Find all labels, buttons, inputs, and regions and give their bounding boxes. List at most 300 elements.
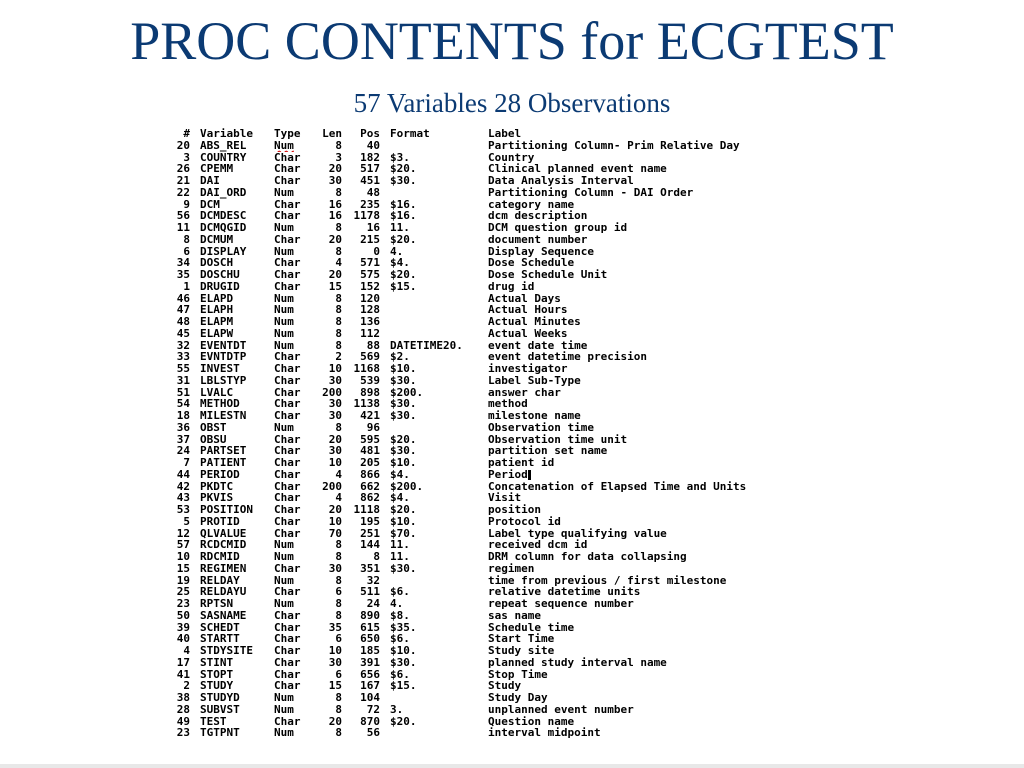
row-num: 22 xyxy=(176,186,190,199)
row-pos: 451 xyxy=(360,175,380,187)
row-pos: 215 xyxy=(360,233,380,246)
row-num: 21 xyxy=(176,175,190,187)
row-num: 55 xyxy=(176,363,190,375)
table-row xyxy=(170,716,870,728)
row-label: event date time xyxy=(488,339,588,352)
row-num: 36 xyxy=(176,421,190,434)
row-len: 15 xyxy=(328,680,342,692)
row-label: Study site xyxy=(488,645,555,657)
row-label: DCM question group id xyxy=(488,222,628,234)
row-pos: 167 xyxy=(360,680,380,692)
table-row xyxy=(170,528,870,540)
row-format: $20. xyxy=(390,715,417,728)
row-num: 49 xyxy=(176,715,190,728)
row-format: $8. xyxy=(390,609,410,622)
row-variable: DISPLAY xyxy=(200,245,247,258)
row-num: 48 xyxy=(176,316,190,328)
row-type: Num xyxy=(274,339,294,352)
row-type: Num xyxy=(274,727,294,739)
row-format: 3. xyxy=(390,703,404,716)
row-format: $20. xyxy=(390,233,417,246)
row-variable: RELDAY xyxy=(200,574,240,587)
row-label: Study xyxy=(488,680,522,692)
row-variable: STARTT xyxy=(200,633,240,645)
table-row xyxy=(170,328,870,340)
row-label: Study Day xyxy=(488,692,548,704)
table-row xyxy=(170,727,870,739)
row-len: 30 xyxy=(328,410,342,422)
row-format: $6. xyxy=(390,633,410,645)
row-label: milestone name xyxy=(488,410,581,422)
row-variable: RCDCMID xyxy=(200,539,247,551)
row-pos: 144 xyxy=(360,539,380,551)
row-len: 8 xyxy=(335,727,342,739)
row-pos: 8 xyxy=(373,551,380,563)
table-row xyxy=(170,481,870,493)
row-len: 30 xyxy=(328,398,342,410)
row-type: Char xyxy=(274,633,301,645)
row-num: 5 xyxy=(183,515,190,528)
row-format: 4. xyxy=(390,598,404,610)
row-len: 8 xyxy=(335,304,342,316)
table-row xyxy=(170,704,870,716)
row-len: 4 xyxy=(335,257,342,269)
row-pos: 32 xyxy=(366,574,380,587)
row-num: 50 xyxy=(176,609,190,622)
row-variable: ELAPD xyxy=(200,292,234,305)
row-num: 31 xyxy=(176,374,190,387)
row-label: answer char xyxy=(488,386,561,399)
row-variable: REGIMEN xyxy=(200,562,247,575)
row-variable: OBSU xyxy=(200,433,227,446)
row-label: Label Sub-Type xyxy=(488,374,581,387)
table-row xyxy=(170,575,870,587)
row-pos: 650 xyxy=(360,633,380,645)
row-label: patient id xyxy=(488,457,555,469)
header-format: Format xyxy=(390,128,430,140)
header-type: Type xyxy=(274,128,301,140)
row-type: Char xyxy=(274,175,301,187)
row-num: 56 xyxy=(176,210,190,222)
row-type: Num xyxy=(274,316,294,328)
table-row xyxy=(170,692,870,704)
row-variable: PKVIS xyxy=(200,492,234,504)
row-type: Num xyxy=(274,292,294,305)
row-num: 39 xyxy=(176,621,190,634)
table-row xyxy=(170,152,870,164)
row-num: 42 xyxy=(176,480,190,493)
row-len: 8 xyxy=(335,609,342,622)
row-label: Country xyxy=(488,151,535,164)
row-pos: 539 xyxy=(360,374,380,387)
row-variable: PKDTC xyxy=(200,480,234,493)
row-label: Question name xyxy=(488,715,575,728)
row-format: $30. xyxy=(390,374,417,387)
row-len: 8 xyxy=(335,598,342,610)
table-row xyxy=(170,175,870,187)
row-pos: 56 xyxy=(366,727,380,739)
row-type: Char xyxy=(274,527,301,540)
row-type: Num xyxy=(274,327,294,340)
row-pos: 571 xyxy=(360,257,380,269)
row-variable: LBLSTYP xyxy=(200,374,247,387)
row-format: $30. xyxy=(390,410,417,422)
row-pos: 870 xyxy=(360,715,380,728)
row-label: Start Time xyxy=(488,633,555,645)
row-len: 30 xyxy=(328,175,342,187)
row-label: DRM column for data collapsing xyxy=(488,551,687,563)
row-variable: TGTPNT xyxy=(200,727,240,739)
row-label: Observation time unit xyxy=(488,433,628,446)
row-len: 8 xyxy=(335,339,342,352)
table-row xyxy=(170,586,870,598)
row-len: 20 xyxy=(328,233,342,246)
table-row xyxy=(170,375,870,387)
row-format: $30. xyxy=(390,175,417,187)
row-format: $16. xyxy=(390,210,417,222)
table-row xyxy=(170,457,870,469)
row-format: $20. xyxy=(390,504,417,516)
row-format: $30. xyxy=(390,656,417,669)
row-variable: DOSCHU xyxy=(200,269,240,281)
row-label: regimen xyxy=(488,562,535,575)
table-row xyxy=(170,363,870,375)
row-format: $4. xyxy=(390,257,410,269)
row-format: $30. xyxy=(390,398,417,410)
table-row xyxy=(170,410,870,422)
row-type: Char xyxy=(274,433,301,446)
row-len: 30 xyxy=(328,374,342,387)
row-len: 8 xyxy=(335,327,342,340)
row-pos: 0 xyxy=(373,245,380,258)
row-label: Observation time xyxy=(488,421,594,434)
row-type: Char xyxy=(274,504,301,516)
row-pos: 72 xyxy=(366,703,380,716)
row-len: 8 xyxy=(335,574,342,587)
row-label: drug id xyxy=(488,280,535,293)
row-variable: DCMQGID xyxy=(200,222,247,234)
row-variable: DOSCH xyxy=(200,257,234,269)
row-label: position xyxy=(488,504,541,516)
row-pos: 48 xyxy=(366,186,380,199)
row-pos: 511 xyxy=(360,586,380,598)
row-format: $10. xyxy=(390,645,417,657)
header-label: Label xyxy=(488,128,522,140)
row-variable: OBST xyxy=(200,421,227,434)
row-pos: 16 xyxy=(366,222,380,234)
row-type: Num xyxy=(274,551,294,563)
row-num: 45 xyxy=(176,327,190,340)
row-variable: SASNAME xyxy=(200,609,247,622)
row-num: 32 xyxy=(176,339,190,352)
row-format: $20. xyxy=(390,269,417,281)
row-len: 6 xyxy=(335,668,342,681)
row-num: 25 xyxy=(176,586,190,598)
row-pos: 595 xyxy=(360,433,380,446)
row-variable: STUDYD xyxy=(200,692,240,704)
table-row xyxy=(170,281,870,293)
row-variable: DRUGID xyxy=(200,280,240,293)
row-variable: STINT xyxy=(200,656,234,669)
row-format: $4. xyxy=(390,492,410,504)
row-len: 10 xyxy=(328,457,342,469)
row-pos: 235 xyxy=(360,198,380,211)
row-pos: 112 xyxy=(360,327,380,340)
row-format: $200. xyxy=(390,480,424,493)
row-label: repeat sequence number xyxy=(488,598,634,610)
row-variable: METHOD xyxy=(200,398,240,410)
row-len: 8 xyxy=(335,292,342,305)
row-format: $10. xyxy=(390,515,417,528)
row-len: 8 xyxy=(335,692,342,704)
row-label: Partitioning Column- Prim Relative Day xyxy=(488,139,740,152)
row-type: Char xyxy=(274,715,301,728)
row-num: 23 xyxy=(176,727,190,739)
row-variable: ABS_REL xyxy=(200,139,247,152)
row-type: Num xyxy=(274,222,294,234)
row-num: 51 xyxy=(176,386,190,399)
header-len: Len xyxy=(322,128,342,140)
row-len: 200 xyxy=(322,480,342,493)
row-len: 8 xyxy=(335,139,342,152)
row-label: Protocol id xyxy=(488,515,561,528)
row-format: $10. xyxy=(390,363,417,375)
row-pos: 1118 xyxy=(353,504,380,516)
row-num: 20 xyxy=(176,139,190,152)
row-type: Char xyxy=(274,668,301,681)
row-num: 17 xyxy=(176,656,190,669)
row-len: 20 xyxy=(328,433,342,446)
table-row xyxy=(170,434,870,446)
row-type: Char xyxy=(274,562,301,575)
row-num: 12 xyxy=(176,527,190,540)
row-variable: CPEMM xyxy=(200,163,234,175)
row-format: $10. xyxy=(390,457,417,469)
row-num: 9 xyxy=(183,198,190,211)
row-len: 70 xyxy=(328,527,342,540)
row-len: 20 xyxy=(328,715,342,728)
row-pos: 1178 xyxy=(353,210,380,222)
header-pos: Pos xyxy=(360,128,380,140)
row-pos: 890 xyxy=(360,609,380,622)
row-format: $15. xyxy=(390,680,417,692)
table-row xyxy=(170,222,870,234)
row-num: 41 xyxy=(176,668,190,681)
row-len: 8 xyxy=(335,539,342,551)
slide-subtitle: 57 Variables 28 Observations xyxy=(353,88,671,118)
row-num: 8 xyxy=(183,233,190,246)
row-num: 53 xyxy=(176,504,190,516)
row-variable: SUBVST xyxy=(200,703,240,716)
row-variable: PERIOD xyxy=(200,468,240,481)
row-type: Char xyxy=(274,210,301,222)
row-type: Char xyxy=(274,445,301,457)
row-num: 38 xyxy=(176,692,190,704)
row-variable: PARTSET xyxy=(200,445,247,457)
table-row xyxy=(170,633,870,645)
row-variable: STUDY xyxy=(200,680,234,692)
row-format: $70. xyxy=(390,527,417,540)
row-format: $30. xyxy=(390,445,417,457)
row-format: $30. xyxy=(390,562,417,575)
row-label: partition set name xyxy=(488,445,608,457)
table-row xyxy=(170,234,870,246)
table-row xyxy=(170,398,870,410)
table-row xyxy=(170,316,870,328)
row-type: Char xyxy=(274,609,301,622)
row-type: Num xyxy=(274,574,294,587)
row-label: document number xyxy=(488,233,588,246)
row-len: 10 xyxy=(328,515,342,528)
table-row xyxy=(170,598,870,610)
row-label: Actual Minutes xyxy=(488,316,581,328)
row-pos: 104 xyxy=(360,692,380,704)
row-label: time from previous / first milestone xyxy=(488,574,727,587)
row-pos: 128 xyxy=(360,304,380,316)
row-type: Num xyxy=(274,304,294,316)
row-pos: 182 xyxy=(360,151,380,164)
table-row xyxy=(170,680,870,692)
table-row xyxy=(170,140,870,152)
row-variable: QLVALUE xyxy=(200,527,247,540)
row-variable: INVEST xyxy=(200,363,240,375)
row-type: Num xyxy=(274,539,294,551)
row-pos: 866 xyxy=(360,468,380,481)
row-variable: RPTSN xyxy=(200,598,234,610)
row-len: 10 xyxy=(328,363,342,375)
row-num: 44 xyxy=(176,468,190,481)
row-len: 4 xyxy=(335,492,342,504)
row-pos: 251 xyxy=(360,527,380,540)
row-type: Char xyxy=(274,457,301,469)
header-variable: Variable xyxy=(200,128,253,140)
row-num: 2 xyxy=(183,680,190,692)
row-type: Char xyxy=(274,198,301,211)
row-variable: STOPT xyxy=(200,668,234,681)
row-pos: 656 xyxy=(360,668,380,681)
row-label: Concatenation of Elapsed Time and Units xyxy=(488,480,747,493)
table-row xyxy=(170,351,870,363)
row-num: 43 xyxy=(176,492,190,504)
row-type: Char xyxy=(274,656,301,669)
row-label: relative datetime units xyxy=(488,586,641,598)
row-num: 37 xyxy=(176,433,190,446)
row-num: 7 xyxy=(183,457,190,469)
row-label: dcm description xyxy=(488,210,588,222)
row-variable: SCHEDT xyxy=(200,621,240,634)
table-row xyxy=(170,246,870,258)
row-type: Char xyxy=(274,351,301,363)
row-type: Num xyxy=(274,703,294,716)
proc-contents-listing xyxy=(170,128,870,739)
row-type: Char xyxy=(274,386,301,399)
row-pos: 862 xyxy=(360,492,380,504)
table-row xyxy=(170,257,870,269)
row-variable: TEST xyxy=(200,715,227,728)
row-pos: 569 xyxy=(360,351,380,363)
table-row xyxy=(170,387,870,399)
table-row xyxy=(170,504,870,516)
row-num: 23 xyxy=(176,598,190,610)
row-len: 8 xyxy=(335,316,342,328)
row-format: $6. xyxy=(390,668,410,681)
row-format: DATETIME20. xyxy=(390,339,463,352)
row-len: 4 xyxy=(335,468,342,481)
table-row xyxy=(170,445,870,457)
row-pos: 351 xyxy=(360,562,380,575)
row-len: 8 xyxy=(335,551,342,563)
row-len: 8 xyxy=(335,245,342,258)
row-type: Char xyxy=(274,233,301,246)
row-len: 8 xyxy=(335,421,342,434)
row-pos: 1138 xyxy=(353,398,380,410)
table-row xyxy=(170,610,870,622)
row-len: 20 xyxy=(328,504,342,516)
row-variable: DAI xyxy=(200,175,220,187)
row-type: Char xyxy=(274,492,301,504)
row-num: 4 xyxy=(183,645,190,657)
table-row xyxy=(170,669,870,681)
row-format: $20. xyxy=(390,163,417,175)
slide-title: PROC CONTENTS for ECGTEST xyxy=(130,11,894,71)
row-type: Char xyxy=(274,515,301,528)
row-format: $6. xyxy=(390,586,410,598)
row-type: Char xyxy=(274,680,301,692)
row-pos: 136 xyxy=(360,316,380,328)
row-format: $4. xyxy=(390,468,410,481)
row-format: $35. xyxy=(390,621,417,634)
row-pos: 421 xyxy=(360,410,380,422)
row-pos: 120 xyxy=(360,292,380,305)
table-row xyxy=(170,340,870,352)
row-num: 46 xyxy=(176,292,190,305)
row-len: 35 xyxy=(328,621,342,634)
row-label: method xyxy=(488,398,528,410)
row-num: 28 xyxy=(176,703,190,716)
row-len: 6 xyxy=(335,586,342,598)
table-row xyxy=(170,563,870,575)
row-num: 34 xyxy=(176,257,190,269)
row-pos: 575 xyxy=(360,269,380,281)
row-type: Char xyxy=(274,280,301,293)
row-pos: 615 xyxy=(360,621,380,634)
row-pos: 195 xyxy=(360,515,380,528)
row-num: 33 xyxy=(176,351,190,363)
row-type: Char xyxy=(274,586,301,598)
row-label: Stop Time xyxy=(488,668,548,681)
row-len: 8 xyxy=(335,222,342,234)
header-num: # xyxy=(183,128,190,140)
row-label: Partitioning Column - DAI Order xyxy=(488,186,694,199)
row-len: 30 xyxy=(328,445,342,457)
row-type: Char xyxy=(274,257,301,269)
table-row xyxy=(170,551,870,563)
row-num: 57 xyxy=(176,539,190,551)
table-row xyxy=(170,163,870,175)
row-len: 2 xyxy=(335,351,342,363)
row-num: 3 xyxy=(183,151,190,164)
row-label: Data Analysis Interval xyxy=(488,175,634,187)
row-label: investigator xyxy=(488,363,568,375)
row-label: Period xyxy=(488,469,868,481)
row-label: Dose Schedule Unit xyxy=(488,269,608,281)
row-format: $3. xyxy=(390,151,410,164)
row-variable: MILESTN xyxy=(200,410,247,422)
row-format: 11. xyxy=(390,539,410,551)
table-row xyxy=(170,539,870,551)
row-type: Char xyxy=(274,163,301,175)
row-num: 40 xyxy=(176,633,190,645)
